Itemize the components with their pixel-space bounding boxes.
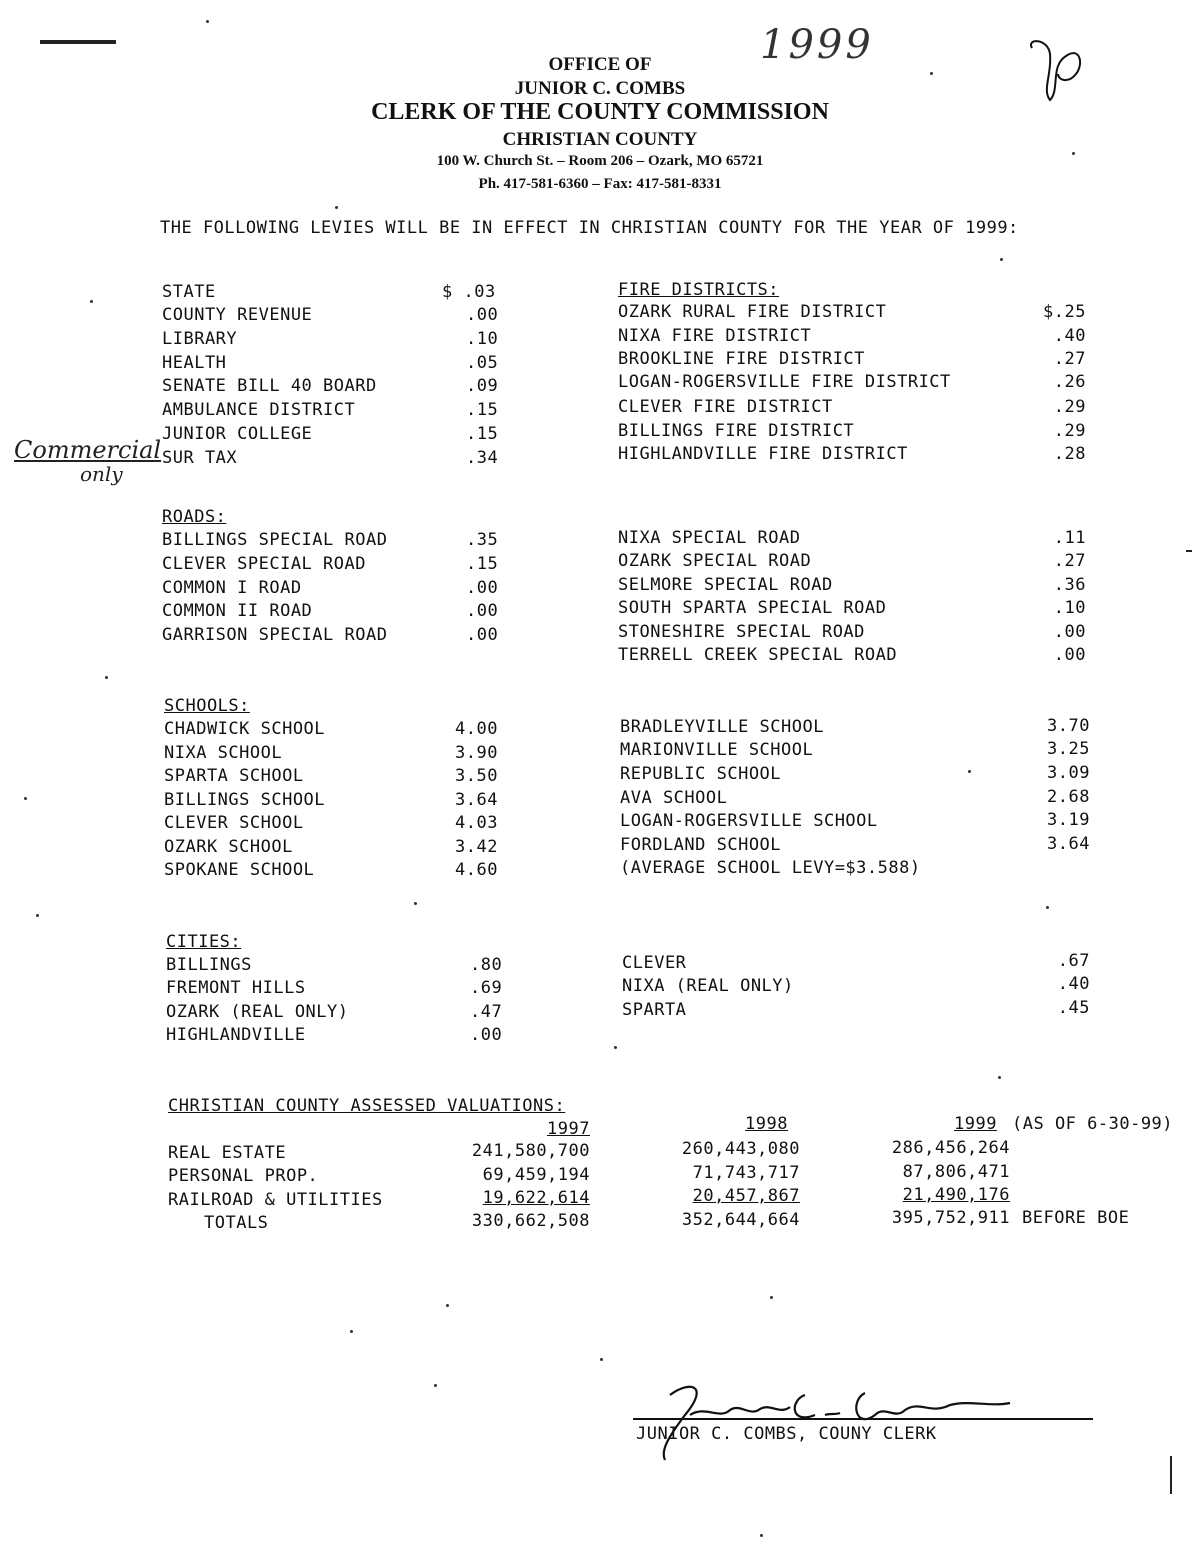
levy-label: SENATE BILL 40 BOARD [162,376,377,396]
speck [105,676,108,679]
school-value: 4.00 [455,719,498,739]
school-label: AVA SCHOOL [620,788,728,808]
speck [1046,906,1049,909]
school-label: OZARK SCHOOL [164,837,293,857]
fire-label: BILLINGS FIRE DISTRICT [618,421,855,441]
school-label: MARIONVILLE SCHOOL [620,740,814,760]
edge-mark [1170,1456,1172,1494]
fire-value: .29 [1053,421,1086,441]
levy-label: SUR TAX [162,448,238,468]
city-label: SPARTA [622,1000,687,1020]
school-label: BILLINGS SCHOOL [164,790,326,810]
intro-line: THE FOLLOWING LEVIES WILL BE IN EFFECT IN CHRISTIAN COUNTY FOR THE YEAR OF 1999: [160,218,1019,238]
city-value: .80 [470,955,503,975]
road-label: CLEVER SPECIAL ROAD [162,554,366,574]
school-value: 3.09 [1047,763,1090,783]
school-label: CLEVER SCHOOL [164,813,304,833]
school-label: REPUBLIC SCHOOL [620,764,782,784]
levy-label: LIBRARY [162,329,238,349]
school-value: 3.42 [455,837,498,857]
speck [434,1384,437,1387]
handwritten-signature [630,1375,1020,1465]
year-note: (AS OF 6-30-99) [1012,1114,1174,1134]
fire-value: $.25 [1043,302,1086,322]
speck [36,914,39,917]
signature-line [633,1418,1093,1420]
speck [1000,258,1003,261]
totals-note: BEFORE BOE [1022,1208,1130,1228]
speck [614,1046,617,1049]
road-label: SELMORE SPECIAL ROAD [618,575,833,595]
city-value: .40 [1057,974,1090,994]
valuation-value: 71,743,717 [692,1163,800,1183]
header-name: JUNIOR C. COMBS [514,78,686,99]
valuation-value: 21,490,176 [902,1185,1010,1205]
valuation-label: PERSONAL PROP. [168,1166,319,1186]
fire-value: .26 [1053,372,1086,392]
valuation-label: RAILROAD & UTILITIES [168,1190,383,1210]
road-label: GARRISON SPECIAL ROAD [162,625,388,645]
school-label: SPOKANE SCHOOL [164,860,315,880]
city-label: NIXA (REAL ONLY) [622,976,794,996]
road-value: .00 [466,601,499,621]
road-value: .36 [1053,575,1086,595]
speck [446,1304,449,1307]
total-value: 330,662,508 [471,1211,590,1231]
margin-note-commercial: Commercial [14,436,162,464]
fire-label: CLEVER FIRE DISTRICT [618,397,833,417]
levy-value: .15 [466,400,499,420]
valuation-value: 87,806,471 [902,1162,1010,1182]
school-value: 3.90 [455,743,498,763]
valuation-value: 69,459,194 [482,1165,590,1185]
city-label: HIGHLANDVILLE [166,1025,306,1045]
speck [206,20,209,23]
fire-value: .28 [1053,444,1086,464]
valuation-value: 286,456,264 [891,1138,1010,1158]
road-label: STONESHIRE SPECIAL ROAD [618,622,865,642]
speck [90,300,93,303]
levy-label: STATE [162,282,216,302]
road-label: COMMON II ROAD [162,601,313,621]
fire-value: .29 [1053,397,1086,417]
fire-value: .40 [1053,326,1086,346]
fire-label: OZARK RURAL FIRE DISTRICT [618,302,887,322]
school-value: 4.60 [455,860,498,880]
speck [998,1076,1001,1079]
road-label: SOUTH SPARTA SPECIAL ROAD [618,598,887,618]
school-value: 3.50 [455,766,498,786]
year-header: 1997 [547,1119,590,1139]
fire-label: BROOKLINE FIRE DISTRICT [618,349,865,369]
levy-value: .15 [466,424,499,444]
valuation-value: 19,622,614 [482,1188,590,1208]
road-value: .00 [1053,645,1086,665]
speck [968,770,971,773]
levy-value: .05 [466,353,499,373]
levy-label: COUNTY REVENUE [162,305,313,325]
fire-label: LOGAN-ROGERSVILLE FIRE DISTRICT [618,372,951,392]
school-label: SPARTA SCHOOL [164,766,304,786]
road-value: .00 [466,625,499,645]
speck [414,902,417,905]
city-label: CLEVER [622,953,687,973]
header-title: CLERK OF THE COUNTY COMMISSION [371,99,829,125]
school-label: BRADLEYVILLE SCHOOL [620,717,824,737]
header-county: CHRISTIAN COUNTY [502,129,698,150]
speck [1072,152,1075,155]
city-value: .69 [470,978,503,998]
fire-label: NIXA FIRE DISTRICT [618,326,812,346]
header-phone: Ph. 417-581-6360 – Fax: 417-581-8331 [478,176,722,192]
total-value: 395,752,911 [891,1208,1010,1228]
school-value: 4.03 [455,813,498,833]
speck [760,1534,763,1537]
fire-label: HIGHLANDVILLE FIRE DISTRICT [618,444,908,464]
school-value: 3.64 [1047,834,1090,854]
corner-mark [40,40,116,44]
levy-label: AMBULANCE DISTRICT [162,400,356,420]
speck [600,1358,603,1361]
road-value: .15 [466,554,499,574]
section-heading: CITIES: [166,932,242,952]
city-value: .67 [1057,951,1090,971]
city-label: FREMONT HILLS [166,978,306,998]
school-value: 3.64 [455,790,498,810]
school-value: 3.25 [1047,739,1090,759]
city-value: .47 [470,1002,503,1022]
levy-value: $ .03 [442,282,496,302]
levy-value: .34 [466,448,499,468]
section-heading: SCHOOLS: [164,696,250,716]
valuation-value: 20,457,867 [692,1186,800,1206]
year-header: 1998 [745,1114,788,1134]
levy-value: .00 [466,305,499,325]
section-heading: FIRE DISTRICTS: [618,280,780,300]
speck [930,72,933,75]
section-heading: CHRISTIAN COUNTY ASSESSED VALUATIONS: [168,1096,566,1116]
road-value: .00 [466,578,499,598]
edge-mark [1186,550,1192,552]
road-label: TERRELL CREEK SPECIAL ROAD [618,645,898,665]
header-address: 100 W. Church St. – Room 206 – Ozark, MO 65721 [436,153,764,169]
school-label: FORDLAND SCHOOL [620,835,782,855]
road-label: COMMON I ROAD [162,578,302,598]
school-label: LOGAN-ROGERSVILLE SCHOOL [620,811,878,831]
levy-value: .10 [466,329,499,349]
year-header: 1999 [954,1114,997,1134]
levy-label: HEALTH [162,353,227,373]
school-value: 3.70 [1047,716,1090,736]
speck [335,206,338,209]
valuation-value: 260,443,080 [681,1139,800,1159]
city-value: .00 [470,1025,503,1045]
school-value: 3.19 [1047,810,1090,830]
city-value: .45 [1057,998,1090,1018]
road-value: .27 [1053,551,1086,571]
speck [350,1330,353,1333]
road-value: .10 [1053,598,1086,618]
city-label: BILLINGS [166,955,252,975]
valuation-label: REAL ESTATE [168,1143,287,1163]
speck [24,797,27,800]
road-label: NIXA SPECIAL ROAD [618,528,801,548]
totals-label: TOTALS [204,1213,269,1233]
road-value: .35 [466,530,499,550]
fire-value: .27 [1053,349,1086,369]
road-label: OZARK SPECIAL ROAD [618,551,812,571]
levy-value: .09 [466,376,499,396]
signature-caption: JUNIOR C. COMBS, COUNY CLERK [636,1424,937,1444]
road-value: .00 [1053,622,1086,642]
total-value: 352,644,664 [681,1210,800,1230]
speck [770,1296,773,1299]
header-office-of: OFFICE OF [548,54,652,75]
average-school-levy: (AVERAGE SCHOOL LEVY=$3.588) [620,858,921,878]
year-stamp-handwritten: 1999 [760,22,874,68]
section-heading: ROADS: [162,507,227,527]
road-label: BILLINGS SPECIAL ROAD [162,530,388,550]
city-label: OZARK (REAL ONLY) [166,1002,349,1022]
valuation-value: 241,580,700 [471,1141,590,1161]
school-value: 2.68 [1047,787,1090,807]
margin-note-only: only [80,462,123,486]
school-label: CHADWICK SCHOOL [164,719,326,739]
school-label: NIXA SCHOOL [164,743,283,763]
levy-label: JUNIOR COLLEGE [162,424,313,444]
road-value: .11 [1053,528,1086,548]
